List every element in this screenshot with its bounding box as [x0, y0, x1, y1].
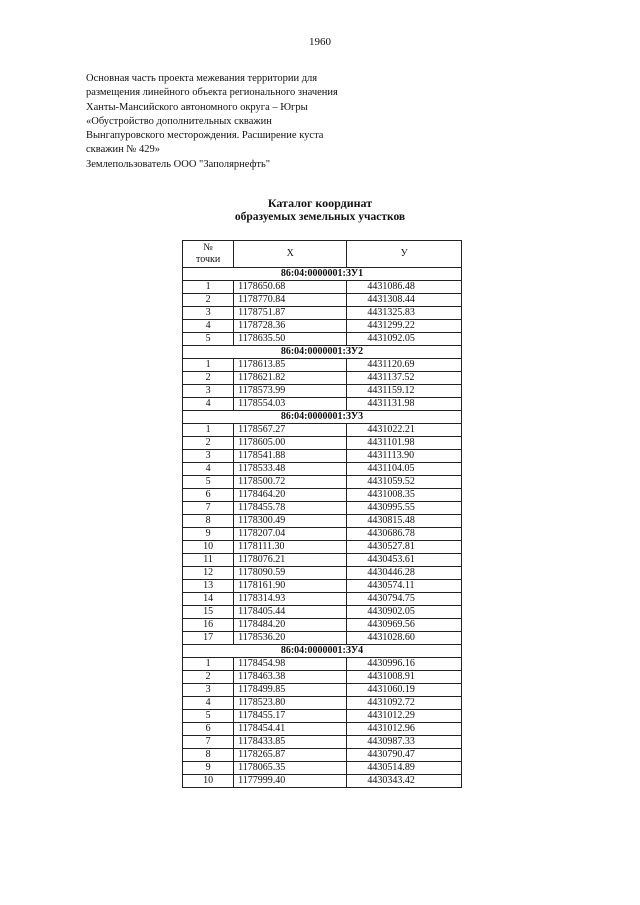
y-cell: 4430996.16	[347, 658, 462, 671]
point-number-cell: 4	[183, 320, 234, 333]
point-number-cell: 4	[183, 463, 234, 476]
point-number-cell: 8	[183, 515, 234, 528]
y-cell: 4430987.33	[347, 736, 462, 749]
point-number-cell: 4	[183, 398, 234, 411]
point-number-cell: 1	[183, 658, 234, 671]
x-cell: 1178265.87	[234, 749, 347, 762]
x-cell: 1178605.00	[234, 437, 347, 450]
section-row	[183, 346, 462, 359]
point-number-cell: 6	[183, 489, 234, 502]
point-number-cell: 12	[183, 567, 234, 580]
point-number-cell: 9	[183, 528, 234, 541]
point-number-cell: 6	[183, 723, 234, 736]
y-cell: 4430527.81	[347, 541, 462, 554]
y-cell: 4430902.05	[347, 606, 462, 619]
table-row	[183, 619, 462, 632]
x-cell: 1178433.85	[234, 736, 347, 749]
y-cell: 4430686.78	[347, 528, 462, 541]
y-cell: 4431012.96	[347, 723, 462, 736]
y-cell: 4430446.28	[347, 567, 462, 580]
x-cell: 1178314.93	[234, 593, 347, 606]
y-cell: 4431060.19	[347, 684, 462, 697]
point-number-cell: 17	[183, 632, 234, 645]
y-cell: 4431012.29	[347, 710, 462, 723]
header-line: Основная часть проекта межевания территории для	[86, 73, 318, 84]
section-row	[183, 645, 462, 658]
table-row	[183, 307, 462, 320]
y-cell: 4431299.22	[347, 320, 462, 333]
x-cell: 1178111.30	[234, 541, 347, 554]
point-number-cell: 1	[183, 424, 234, 437]
x-cell: 1178455.17	[234, 710, 347, 723]
point-number-cell: 4	[183, 697, 234, 710]
x-cell: 1178065.35	[234, 762, 347, 775]
catalog-title-line: Каталог координат	[267, 196, 373, 210]
table-row	[183, 684, 462, 697]
page-number: 1960	[309, 36, 331, 48]
x-cell: 1178464.20	[234, 489, 347, 502]
x-cell: 1178463.38	[234, 671, 347, 684]
table-row	[183, 424, 462, 437]
y-cell: 4431022.21	[347, 424, 462, 437]
x-cell: 1178455.78	[234, 502, 347, 515]
point-number-cell: 1	[183, 359, 234, 372]
table-row	[183, 632, 462, 645]
header-line: Вынгапуровского месторождения. Расширение куста	[86, 130, 324, 142]
x-cell: 1178076.21	[234, 554, 347, 567]
x-cell: 1178650.68	[234, 281, 347, 294]
x-cell: 1178533.48	[234, 463, 347, 476]
y-cell: 4431308.44	[347, 294, 462, 307]
table-row	[183, 567, 462, 580]
table-row	[183, 385, 462, 398]
y-cell: 4431008.91	[347, 671, 462, 684]
table-row	[183, 593, 462, 606]
point-number-cell: 1	[183, 281, 234, 294]
table-row	[183, 502, 462, 515]
point-number-cell: 13	[183, 580, 234, 593]
table-row	[183, 541, 462, 554]
x-cell: 1178090.59	[234, 567, 347, 580]
x-cell: 1178621.82	[234, 372, 347, 385]
table-row	[183, 294, 462, 307]
y-cell: 4431120.69	[347, 359, 462, 372]
document-header	[86, 72, 406, 172]
header-line: Ханты-Мансийского автономного округа – Югры	[86, 101, 308, 113]
table-row	[183, 697, 462, 710]
point-number-cell: 2	[183, 437, 234, 450]
table-row	[183, 775, 462, 788]
y-cell: 4431092.05	[347, 333, 462, 346]
point-number-cell: 10	[183, 541, 234, 554]
catalog-title	[0, 196, 640, 224]
table-body	[183, 268, 462, 788]
y-cell: 4430969.56	[347, 619, 462, 632]
y-cell: 4431325.83	[347, 307, 462, 320]
point-number-cell: 15	[183, 606, 234, 619]
table-row	[183, 606, 462, 619]
y-cell: 4430574.11	[347, 580, 462, 593]
table-row	[183, 762, 462, 775]
point-number-cell: 14	[183, 593, 234, 606]
table-row	[183, 489, 462, 502]
table-row	[183, 580, 462, 593]
catalog-subtitle: образуемых земельных участков	[234, 211, 406, 223]
x-cell: 1178500.72	[234, 476, 347, 489]
table-row	[183, 359, 462, 372]
table-row	[183, 736, 462, 749]
y-cell: 4431137.52	[347, 372, 462, 385]
y-cell: 4430815.48	[347, 515, 462, 528]
point-number-cell: 5	[183, 333, 234, 346]
point-number-cell: 5	[183, 710, 234, 723]
y-cell: 4430995.55	[347, 502, 462, 515]
y-cell: 4431131.98	[347, 398, 462, 411]
point-number-cell: 10	[183, 775, 234, 788]
header-line: размещения линейного объекта регионального значения	[86, 87, 338, 99]
y-cell: 4431008.35	[347, 489, 462, 502]
y-cell: 4430794.75	[347, 593, 462, 606]
point-number-cell: 16	[183, 619, 234, 632]
table-row	[183, 463, 462, 476]
y-cell: 4431028.60	[347, 632, 462, 645]
x-cell: 1178728.36	[234, 320, 347, 333]
point-number-cell: 7	[183, 502, 234, 515]
section-title: 86:04:0000001:ЗУ2	[183, 346, 462, 359]
point-number-cell: 9	[183, 762, 234, 775]
y-cell: 4431113.90	[347, 450, 462, 463]
section-title: 86:04:0000001:ЗУ3	[183, 411, 462, 424]
x-cell: 1178770.84	[234, 294, 347, 307]
y-cell: 4430453.61	[347, 554, 462, 567]
table-row	[183, 554, 462, 567]
table-header-row	[183, 241, 462, 268]
y-cell: 4431086.48	[347, 281, 462, 294]
x-cell: 1178613.85	[234, 359, 347, 372]
header-line: Землепользователь ООО "Заполярнефть"	[86, 158, 271, 170]
header-y: У	[347, 241, 462, 268]
point-number-cell: 8	[183, 749, 234, 762]
table-row	[183, 515, 462, 528]
table-row	[183, 398, 462, 411]
x-cell: 1178405.44	[234, 606, 347, 619]
header-line: «Обустройство дополнительных скважин	[86, 115, 272, 127]
y-cell: 4431092.72	[347, 697, 462, 710]
x-cell: 1178484.20	[234, 619, 347, 632]
x-cell: 1178567.27	[234, 424, 347, 437]
point-number-cell: 2	[183, 294, 234, 307]
x-cell: 1178161.90	[234, 580, 347, 593]
table-row	[183, 528, 462, 541]
table-row	[183, 281, 462, 294]
x-cell: 1178541.88	[234, 450, 347, 463]
header-point-number-part: точки	[195, 254, 221, 265]
point-number-cell: 11	[183, 554, 234, 567]
table-row	[183, 710, 462, 723]
y-cell: 4430343.42	[347, 775, 462, 788]
point-number-cell: 3	[183, 307, 234, 320]
table-row	[183, 437, 462, 450]
x-cell: 1178499.85	[234, 684, 347, 697]
table-row	[183, 372, 462, 385]
y-cell: 4431059.52	[347, 476, 462, 489]
header-point-number-part: №	[203, 242, 213, 253]
x-cell: 1178300.49	[234, 515, 347, 528]
y-cell: 4431104.05	[347, 463, 462, 476]
section-row	[183, 411, 462, 424]
table-row	[183, 723, 462, 736]
x-cell: 1178454.98	[234, 658, 347, 671]
point-number-cell: 7	[183, 736, 234, 749]
section-row	[183, 268, 462, 281]
table-row	[183, 658, 462, 671]
x-cell: 1178523.80	[234, 697, 347, 710]
table-row	[183, 671, 462, 684]
table-row	[183, 476, 462, 489]
x-cell: 1178635.50	[234, 333, 347, 346]
point-number-cell: 3	[183, 684, 234, 697]
header-point-number	[183, 241, 234, 268]
header-line: скважин № 429»	[86, 144, 161, 156]
point-number-cell: 3	[183, 385, 234, 398]
y-cell: 4431101.98	[347, 437, 462, 450]
x-cell: 1178573.99	[234, 385, 347, 398]
table-row	[183, 450, 462, 463]
section-title: 86:04:0000001:ЗУ4	[183, 645, 462, 658]
y-cell: 4430514.89	[347, 762, 462, 775]
x-cell: 1178751.87	[234, 307, 347, 320]
x-cell: 1178536.20	[234, 632, 347, 645]
x-cell: 1178554.03	[234, 398, 347, 411]
y-cell: 4431159.12	[347, 385, 462, 398]
x-cell: 1178207.04	[234, 528, 347, 541]
y-cell: 4430790.47	[347, 749, 462, 762]
coordinates-table	[182, 240, 462, 788]
x-cell: 1178454.41	[234, 723, 347, 736]
header-x: X	[234, 241, 347, 268]
point-number-cell: 2	[183, 671, 234, 684]
table-row	[183, 333, 462, 346]
point-number-cell: 3	[183, 450, 234, 463]
point-number-cell: 2	[183, 372, 234, 385]
table-row	[183, 320, 462, 333]
point-number-cell: 5	[183, 476, 234, 489]
table-row	[183, 749, 462, 762]
section-title: 86:04:0000001:ЗУ1	[183, 268, 462, 281]
x-cell: 1177999.40	[234, 775, 347, 788]
